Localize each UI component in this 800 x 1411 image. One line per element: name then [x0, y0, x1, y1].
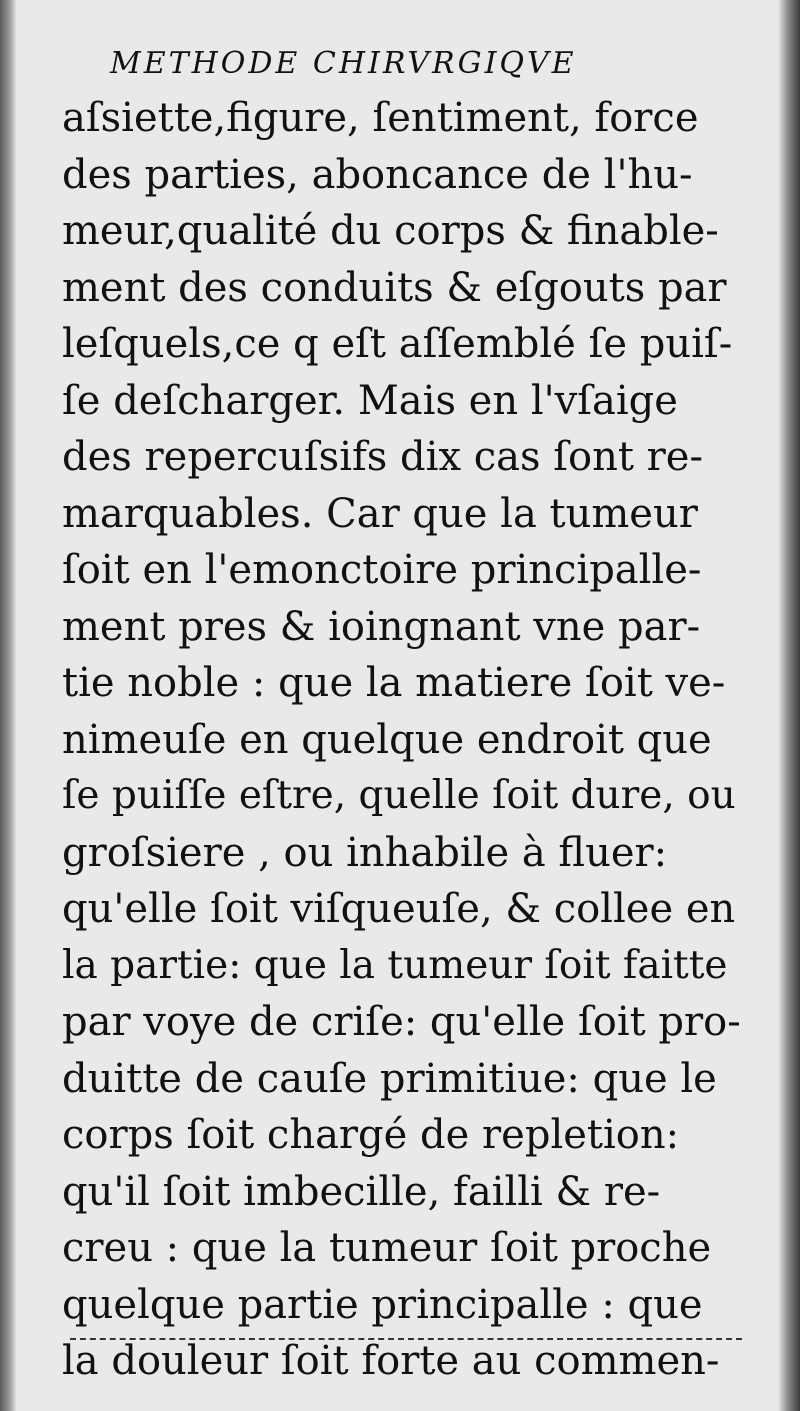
- bottom-rule: [70, 1338, 742, 1340]
- text-line: quelque partie principalle : que: [62, 1281, 703, 1328]
- text-line: par voye de criſe: qu'elle ſoit pro-: [62, 999, 741, 1045]
- text-line: ment pres & ioingnant vne par-: [62, 603, 701, 650]
- running-header: METHODE CHIRVRGIQVE: [110, 46, 577, 81]
- text-line: la douleur ſoit forte au commen-: [62, 1338, 720, 1384]
- text-line: creu : que la tumeur ſoit proche: [62, 1225, 712, 1271]
- body-text: [62, 90, 742, 1390]
- text-line: ſe puiſſe eſtre, quelle ſoit dure, ou: [62, 773, 736, 818]
- text-line: la partie: que la tumeur ſoit faitte: [62, 942, 728, 988]
- text-line: nimeuſe en quelque endroit que: [62, 716, 712, 763]
- text-line: qu'il ſoit imbecille, failli & re-: [62, 1168, 661, 1215]
- text-line: aſsiette,figure, ſentiment, force: [62, 95, 699, 141]
- text-line: des repercuſsifs dix cas ſont re-: [62, 434, 703, 480]
- text-line: ſoit en l'emonctoire principalle-: [62, 547, 702, 593]
- text-line: leſquels,ce q eſt aſſemblé ſe puiſ-: [62, 321, 733, 367]
- text-line: groſsiere , ou inhabile à fluer:: [62, 829, 668, 876]
- text-line: tie noble : que la matiere ſoit ve-: [62, 660, 726, 706]
- text-line: ment des conduits & eſgouts par: [62, 264, 727, 311]
- text-line: marquables. Car que la tumeur: [62, 490, 698, 537]
- page-spine-shadow: [0, 0, 16, 1411]
- text-line: corps ſoit chargé de repletion:: [62, 1112, 680, 1158]
- page-edge-shadow: [778, 0, 800, 1411]
- text-line: qu'elle ſoit viſqueuſe, & collee en: [62, 886, 736, 932]
- text-line: duitte de cauſe primitiue: que le: [62, 1055, 717, 1102]
- text-line: ſe deſcharger. Mais en l'vſaige: [62, 377, 678, 424]
- text-line: des parties, aboncance de l'hu-: [62, 151, 693, 198]
- text-line: meur,qualité du corps & finable-: [62, 208, 719, 254]
